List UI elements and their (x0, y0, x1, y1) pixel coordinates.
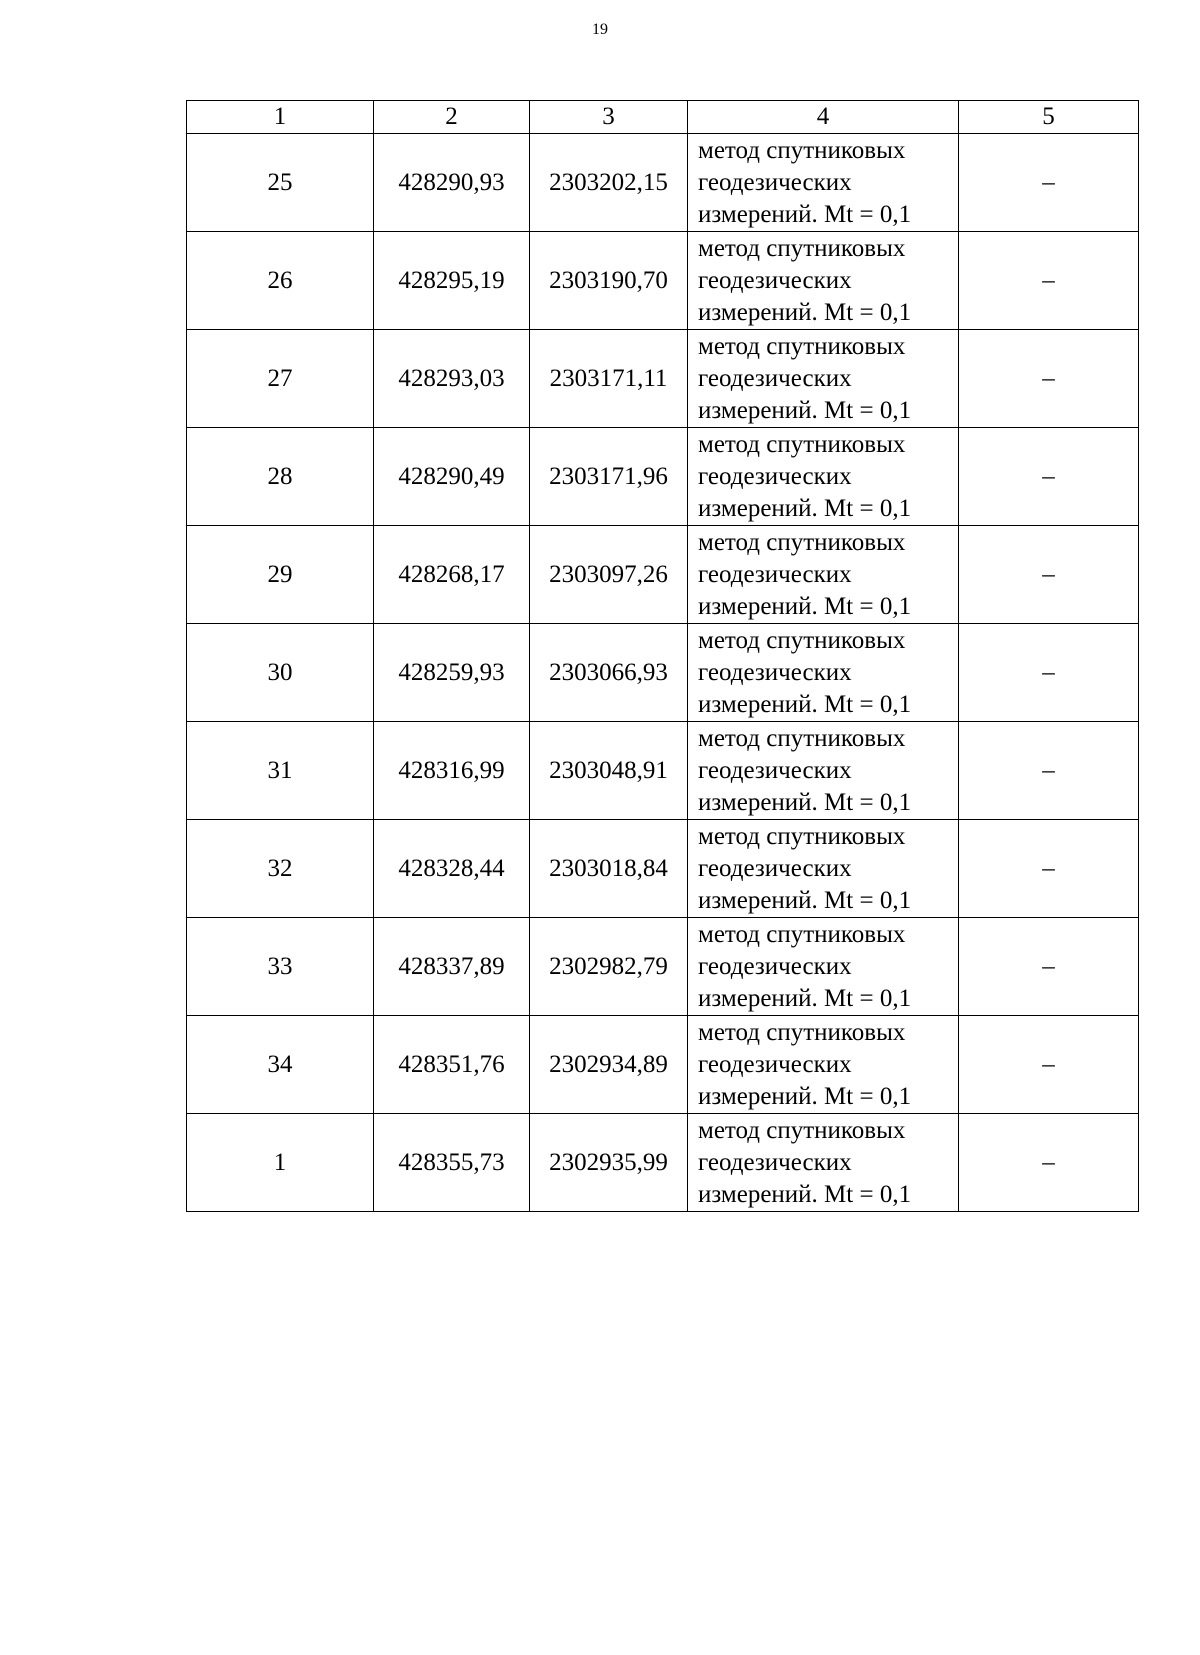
method-cell: метод спутниковых геодезических измерений. Mt = 0,1 (688, 428, 959, 526)
note-cell: – (959, 428, 1139, 526)
note-cell: – (959, 134, 1139, 232)
coord-y: 2303171,96 (530, 428, 688, 526)
coord-x: 428328,44 (374, 820, 530, 918)
note-cell: – (959, 722, 1139, 820)
point-number: 34 (187, 1016, 374, 1114)
point-number: 1 (187, 1114, 374, 1212)
method-cell: метод спутниковых геодезических измерений. Mt = 0,1 (688, 526, 959, 624)
table-row (187, 134, 1139, 232)
method-cell: метод спутниковых геодезических измерений. Mt = 0,1 (688, 722, 959, 820)
table-row (187, 918, 1139, 1016)
header-cell: 3 (530, 101, 688, 134)
coord-y: 2303048,91 (530, 722, 688, 820)
coord-y: 2302934,89 (530, 1016, 688, 1114)
table-row (187, 722, 1139, 820)
coord-x: 428355,73 (374, 1114, 530, 1212)
method-cell: метод спутниковых геодезических измерений. Mt = 0,1 (688, 232, 959, 330)
coord-x: 428268,17 (374, 526, 530, 624)
coord-y: 2303202,15 (530, 134, 688, 232)
point-number: 27 (187, 330, 374, 428)
coord-y: 2302935,99 (530, 1114, 688, 1212)
table-header-row (187, 101, 1139, 134)
header-cell: 1 (187, 101, 374, 134)
table-row (187, 1016, 1139, 1114)
table-row (187, 232, 1139, 330)
point-number: 25 (187, 134, 374, 232)
method-cell: метод спутниковых геодезических измерений. Mt = 0,1 (688, 1114, 959, 1212)
point-number: 32 (187, 820, 374, 918)
page-number: 19 (592, 21, 608, 38)
table-row (187, 624, 1139, 722)
point-number: 29 (187, 526, 374, 624)
table-row (187, 526, 1139, 624)
note-cell: – (959, 1016, 1139, 1114)
point-number: 26 (187, 232, 374, 330)
coord-x: 428337,89 (374, 918, 530, 1016)
coord-x: 428290,49 (374, 428, 530, 526)
coord-x: 428295,19 (374, 232, 530, 330)
coord-y: 2303018,84 (530, 820, 688, 918)
method-cell: метод спутниковых геодезических измерений. Mt = 0,1 (688, 330, 959, 428)
point-number: 33 (187, 918, 374, 1016)
note-cell: – (959, 330, 1139, 428)
header-cell: 5 (959, 101, 1139, 134)
method-cell: метод спутниковых геодезических измерений. Mt = 0,1 (688, 624, 959, 722)
coord-y: 2303066,93 (530, 624, 688, 722)
table-row (187, 820, 1139, 918)
method-cell: метод спутниковых геодезических измерений. Mt = 0,1 (688, 1016, 959, 1114)
method-cell: метод спутниковых геодезических измерений. Mt = 0,1 (688, 918, 959, 1016)
note-cell: – (959, 624, 1139, 722)
note-cell: – (959, 1114, 1139, 1212)
coord-x: 428259,93 (374, 624, 530, 722)
table-row (187, 428, 1139, 526)
point-number: 28 (187, 428, 374, 526)
coord-x: 428290,93 (374, 134, 530, 232)
header-cell: 2 (374, 101, 530, 134)
coord-x: 428351,76 (374, 1016, 530, 1114)
table-row (187, 330, 1139, 428)
coordinates-table (186, 100, 1139, 1212)
note-cell: – (959, 918, 1139, 1016)
note-cell: – (959, 820, 1139, 918)
method-cell: метод спутниковых геодезических измерений. Mt = 0,1 (688, 820, 959, 918)
point-number: 30 (187, 624, 374, 722)
note-cell: – (959, 232, 1139, 330)
header-cell: 4 (688, 101, 959, 134)
table-row (187, 1114, 1139, 1212)
note-cell: – (959, 526, 1139, 624)
point-number: 31 (187, 722, 374, 820)
method-cell: метод спутниковых геодезических измерений. Mt = 0,1 (688, 134, 959, 232)
coord-y: 2302982,79 (530, 918, 688, 1016)
coord-x: 428293,03 (374, 330, 530, 428)
coord-y: 2303097,26 (530, 526, 688, 624)
coord-x: 428316,99 (374, 722, 530, 820)
coord-y: 2303171,11 (530, 330, 688, 428)
coord-y: 2303190,70 (530, 232, 688, 330)
